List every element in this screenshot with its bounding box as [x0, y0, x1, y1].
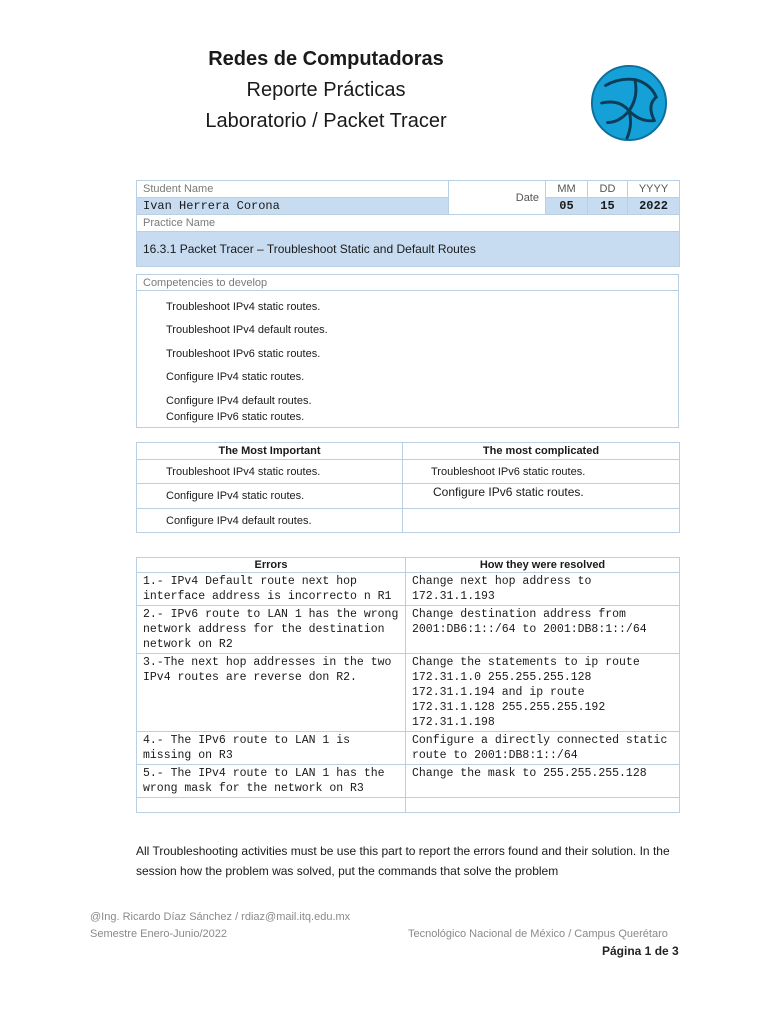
table-cell: Troubleshoot IPv4 static routes.: [137, 460, 403, 484]
student-name-label: Student Name: [137, 181, 449, 198]
day-value: 15: [588, 198, 628, 215]
table-row: [137, 765, 680, 798]
table-cell: Configure IPv6 static routes.: [403, 484, 680, 509]
table-row: [137, 460, 680, 484]
date-label: Date: [449, 181, 546, 215]
document-subtitle-2: Laboratorio / Packet Tracer: [205, 110, 447, 132]
practice-name-label: Practice Name: [137, 215, 680, 232]
most-complicated-header: The most complicated: [403, 443, 680, 460]
table-row: [137, 654, 680, 732]
list-item: Troubleshoot IPv4 static routes.: [166, 301, 321, 313]
page-number: Página 1 de 3: [602, 944, 679, 958]
table-cell: Troubleshoot IPv6 static routes.: [403, 460, 680, 484]
month-value: 05: [546, 198, 588, 215]
footer-institution: Tecnológico Nacional de México / Campus Querétaro: [408, 928, 668, 940]
day-label: DD: [588, 181, 628, 198]
solution-cell: Configure a directly connected static route to 2001:DB8:1::/64: [406, 732, 680, 765]
error-cell: 1.- IPv4 Default route next hop interface address is incorrecto n R1: [137, 573, 406, 606]
error-cell: [137, 798, 406, 813]
student-name-value: Ivan Herrera Corona: [137, 198, 449, 215]
table-row: [137, 484, 680, 509]
table-cell: Configure IPv4 static routes.: [137, 484, 403, 509]
solution-cell: Change the statements to ip route 172.31.1.0 255.255.255.128 172.31.1.194 and ip route 172.31.1.128 255.255.255.192 172.31.1.198: [406, 654, 680, 732]
solution-cell: Change destination address from 2001:DB6:1::/64 to 2001:DB8:1::/64: [406, 606, 680, 654]
document-subtitle: Reporte Prácticas: [246, 79, 406, 101]
table-cell: [403, 509, 680, 533]
year-value: 2022: [628, 198, 680, 215]
document-title: Redes de Computadoras: [208, 48, 444, 70]
list-item: Configure IPv4 default routes.: [166, 394, 312, 407]
list-item: Configure IPv4 static routes.: [166, 371, 305, 384]
table-row: [137, 732, 680, 765]
list-item: Configure IPv6 static routes.: [166, 410, 305, 423]
table-cell: Configure IPv4 default routes.: [137, 509, 403, 533]
error-cell: 5.- The IPv4 route to LAN 1 has the wrong mask for the network on R3: [137, 765, 406, 798]
year-label: YYYY: [628, 181, 680, 198]
resolved-header: How they were resolved: [406, 558, 680, 573]
globe-network-icon: [590, 64, 668, 142]
footer-author: @Ing. Ricardo Díaz Sánchez / rdiaz@mail.itq.edu.mx: [90, 911, 351, 923]
table-row: [137, 573, 680, 606]
list-item: Troubleshoot IPv6 static routes.: [166, 347, 321, 360]
table-row: [137, 798, 680, 813]
month-label: MM: [546, 181, 588, 198]
table-row: [137, 606, 680, 654]
table-row: [137, 509, 680, 533]
competencies-table: [136, 274, 679, 428]
solution-cell: [406, 798, 680, 813]
errors-table: [136, 557, 680, 813]
solution-cell: Change next hop address to 172.31.1.193: [406, 573, 680, 606]
error-cell: 4.- The IPv6 route to LAN 1 is missing on R3: [137, 732, 406, 765]
list-item: Troubleshoot IPv4 default routes.: [166, 324, 328, 337]
error-cell: 2.- IPv6 route to LAN 1 has the wrong network address for the destination network on R2: [137, 606, 406, 654]
student-info-table: [136, 180, 680, 267]
errors-header: Errors: [137, 558, 406, 573]
importance-table: [136, 442, 680, 533]
footer-semester: Semestre Enero-Junio/2022: [90, 928, 227, 940]
competencies-list: [137, 291, 679, 428]
competencies-label: Competencies to develop: [137, 275, 679, 291]
most-important-header: The Most Important: [137, 443, 403, 460]
instructions-paragraph: All Troubleshooting activities must be use this part to report the errors found and their solution. In the session how the problem was solved, put the commands that solve the problem: [136, 844, 670, 878]
error-cell: 3.-The next hop addresses in the two IPv4 routes are reverse don R2.: [137, 654, 406, 732]
practice-name-value: 16.3.1 Packet Tracer – Troubleshoot Static and Default Routes: [137, 232, 680, 267]
solution-cell: Change the mask to 255.255.255.128: [406, 765, 680, 798]
